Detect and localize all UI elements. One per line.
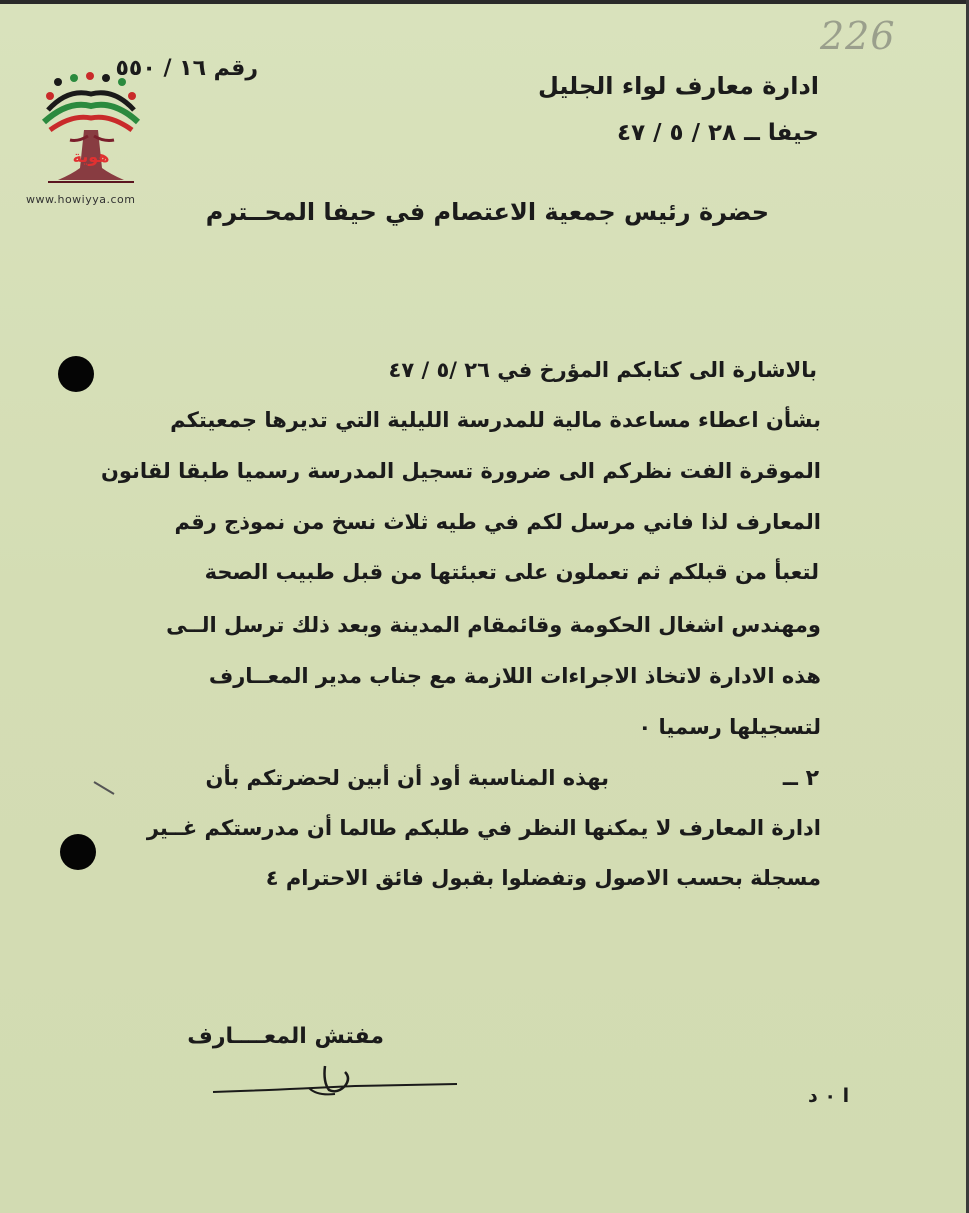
body-line: بهذه المناسبة أود أن أبين لحضرتكم بأن bbox=[205, 766, 609, 790]
typist-initials: ا ٠ د bbox=[808, 1085, 850, 1107]
body-line: ومهندس اشغال الحكومة وقائمقام المدينة وبعد ذلك ترسل الــى bbox=[166, 613, 821, 637]
punch-hole bbox=[60, 834, 96, 870]
body-line: الموقرة الفت نظركم الى ضرورة تسجيل المدرسة رسميا طبقا لقانون bbox=[100, 459, 821, 483]
paragraph-number: ٢ ــ bbox=[782, 766, 819, 791]
logo-emblem-text: هوية bbox=[72, 147, 110, 166]
body-line: المعارف لذا فاني مرسل لكم في طيه ثلاث نسخ من نموذج رقم bbox=[174, 510, 821, 534]
signatory-title: مفتش المعــــارف bbox=[187, 1024, 384, 1049]
howiyya-logo bbox=[28, 70, 154, 190]
place-date: حيفا ــ ٢٨ / ٥ / ٤٧ bbox=[617, 120, 819, 146]
body-line: بالاشارة الى كتابكم المؤرخ في ٢٦ /٥ / ٤٧ bbox=[388, 358, 817, 382]
body-line: مسجلة بحسب الاصول وتفضلوا بقبول فائق الاحترام ٤ bbox=[265, 866, 821, 890]
reference-number: رقم ١٦ / ٥٥٠ bbox=[115, 56, 258, 81]
punch-hole bbox=[58, 356, 94, 392]
logo-url: www.howiyya.com bbox=[26, 193, 136, 206]
handwritten-signature bbox=[205, 1060, 465, 1110]
body-line: هذه الادارة لاتخاذ الاجراءات اللازمة مع جناب مدير المعــارف bbox=[208, 664, 821, 688]
addressee: حضرة رئيس جمعية الاعتصام في حيفا المحــترم bbox=[205, 198, 769, 226]
body-line: ادارة المعارف لا يمكنها النظر في طلبكم طالما أن مدرستكم غــير bbox=[146, 816, 821, 840]
body-line: بشأن اعطاء مساعدة مالية للمدرسة الليلية التي تديرها جمعيتكم bbox=[170, 408, 821, 432]
body-line: لتعبأ من قبلكم ثم تعملون على تعبئتها من قبل طبيب الصحة bbox=[204, 560, 819, 584]
department-name: ادارة معارف لواء الجليل bbox=[537, 72, 819, 100]
page-number: 226 bbox=[820, 14, 896, 58]
body-line: لتسجيلها رسميا ٠ bbox=[638, 715, 821, 739]
scan-edge-top bbox=[0, 0, 969, 4]
margin-tick-mark bbox=[90, 778, 120, 798]
